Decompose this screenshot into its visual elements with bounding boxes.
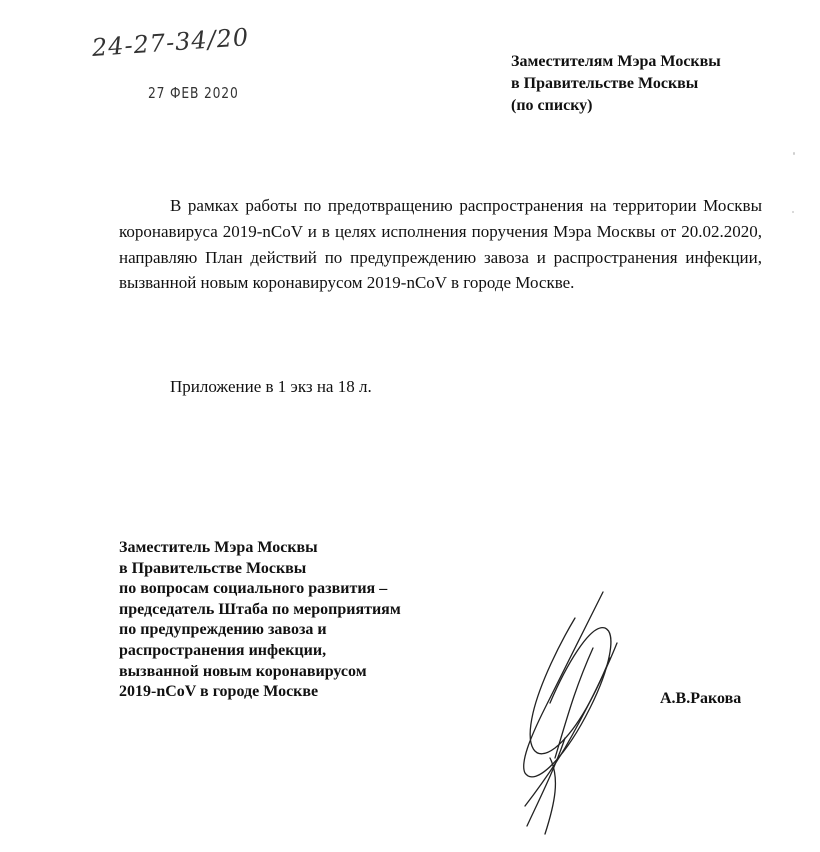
addressee-line: Заместителям Мэра Москвы: [511, 53, 721, 70]
signer-title-line: 2019-nCoV в городе Москве: [119, 683, 319, 701]
scan-speck: [793, 152, 795, 155]
signer-title-line: вызванной новым коронавирусом: [119, 662, 367, 680]
signer-name: А.В.Ракова: [660, 690, 742, 707]
scan-speck: [792, 211, 794, 213]
signer-title-line: Заместитель Мэра Москвы: [119, 539, 318, 556]
signer-title-line: распространения инфекции,: [119, 641, 327, 659]
registration-date-stamp: 27 ФЕВ 2020: [148, 84, 239, 102]
handwritten-signature: [505, 588, 635, 838]
registration-number: 24-27-34/20: [91, 23, 251, 62]
signer-title-line: по предупреждению завоза и: [119, 621, 327, 639]
signer-title-line: по вопросам социального развития –: [119, 580, 388, 598]
letter-body-paragraph: В рамках работы по предотвращению распространения на территории Москвы коронавируса 2019-nCoV и в целях исполнения поручения Мэра Москвы от 20.02.2020, направляю План действий по предупреждению завоза и распространения инфекции, вызванной новым коронавирусом 2019-nCoV в городе Москве.: [119, 196, 762, 293]
addressee-line: в Правительстве Москвы: [511, 75, 699, 92]
attachment-note: Приложение в 1 экз на 18 л.: [170, 377, 372, 396]
addressee-line: (по списку): [511, 97, 593, 114]
signer-title-line: председатель Штаба по мероприятиям: [119, 600, 401, 618]
addressee-block: [511, 51, 811, 117]
signer-title-block: [119, 538, 479, 703]
signer-title-line: в Правительстве Москвы: [119, 559, 307, 577]
